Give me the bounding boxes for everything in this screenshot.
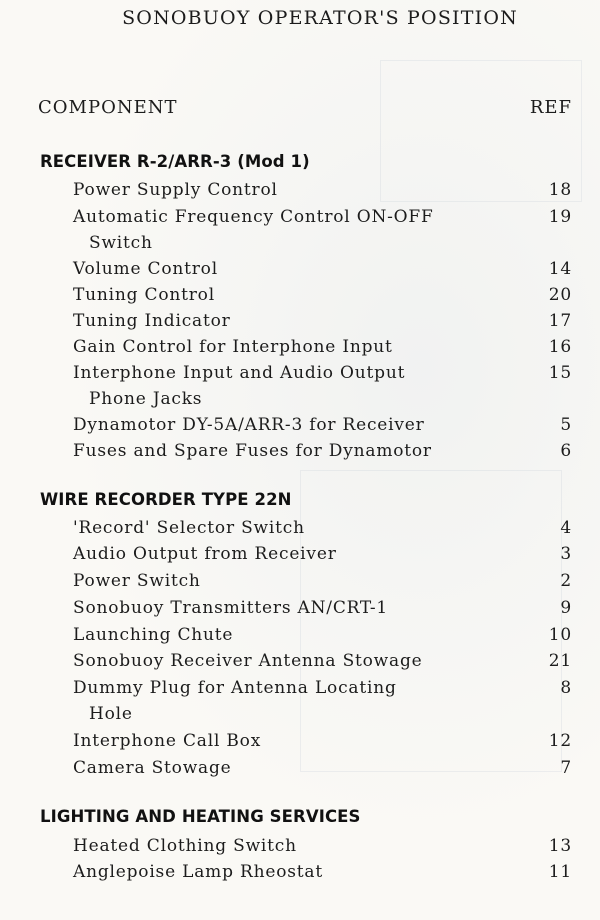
item-label: Interphone Input and Audio Output bbox=[73, 363, 406, 383]
item-ref: 17 bbox=[548, 311, 572, 331]
list-item bbox=[0, 204, 600, 230]
page-title: SONOBUOY OPERATOR'S POSITION bbox=[122, 7, 518, 29]
item-label: Camera Stowage bbox=[73, 758, 232, 778]
item-label: Heated Clothing Switch bbox=[73, 836, 297, 856]
item-label: Launching Chute bbox=[73, 625, 234, 645]
list-item bbox=[0, 755, 600, 781]
item-label: Power Switch bbox=[73, 571, 201, 591]
item-label: Gain Control for Interphone Input bbox=[73, 337, 393, 357]
list-item bbox=[0, 648, 600, 674]
item-ref: 10 bbox=[548, 625, 572, 645]
item-ref: 4 bbox=[560, 518, 572, 538]
item-label: Interphone Call Box bbox=[73, 731, 262, 751]
item-ref: 2 bbox=[560, 571, 572, 591]
item-ref: 3 bbox=[560, 544, 572, 564]
item-ref: 13 bbox=[548, 836, 572, 856]
item-label: Power Supply Control bbox=[73, 180, 278, 200]
item-ref: 8 bbox=[560, 678, 572, 698]
list-item bbox=[0, 595, 600, 621]
column-header-component: COMPONENT bbox=[38, 97, 178, 118]
item-label: Tuning Indicator bbox=[73, 311, 231, 331]
item-label: Audio Output from Receiver bbox=[73, 544, 337, 564]
item-label: Volume Control bbox=[73, 259, 218, 279]
list-item bbox=[0, 568, 600, 594]
item-label: Sonobuoy Transmitters AN/CRT-1 bbox=[73, 598, 389, 618]
item-ref: 6 bbox=[560, 441, 572, 461]
item-ref: 9 bbox=[560, 598, 572, 618]
list-item bbox=[0, 360, 600, 386]
item-ref: 5 bbox=[560, 415, 572, 435]
item-ref: 19 bbox=[548, 207, 572, 227]
section-heading-lighting-heating: LIGHTING AND HEATING SERVICES bbox=[40, 807, 361, 826]
list-item bbox=[0, 256, 600, 282]
list-item bbox=[0, 334, 600, 360]
list-item bbox=[0, 438, 600, 464]
list-item bbox=[0, 412, 600, 438]
list-item-continuation bbox=[0, 701, 600, 727]
section-heading-wire-recorder: WIRE RECORDER TYPE 22N bbox=[40, 490, 292, 509]
list-item bbox=[0, 541, 600, 567]
item-label: Sonobuoy Receiver Antenna Stowage bbox=[73, 651, 423, 671]
list-item bbox=[0, 515, 600, 541]
list-item bbox=[0, 622, 600, 648]
list-item bbox=[0, 675, 600, 701]
list-item bbox=[0, 833, 600, 859]
item-label-continuation: Hole bbox=[89, 704, 133, 724]
list-item-continuation bbox=[0, 230, 600, 256]
item-label: Tuning Control bbox=[73, 285, 215, 305]
item-ref: 14 bbox=[548, 259, 572, 279]
item-label: Dummy Plug for Antenna Locating bbox=[73, 678, 397, 698]
list-item bbox=[0, 728, 600, 754]
list-item-continuation bbox=[0, 386, 600, 412]
item-ref: 20 bbox=[548, 285, 572, 305]
item-ref: 7 bbox=[560, 758, 572, 778]
column-header-ref: REF bbox=[529, 97, 572, 118]
item-label: Anglepoise Lamp Rheostat bbox=[73, 862, 323, 882]
section-heading-receiver: RECEIVER R-2/ARR-3 (Mod 1) bbox=[40, 152, 310, 171]
item-ref: 18 bbox=[548, 180, 572, 200]
item-ref: 21 bbox=[548, 651, 572, 671]
item-label-continuation: Switch bbox=[89, 233, 153, 253]
item-label: Fuses and Spare Fuses for Dynamotor bbox=[73, 441, 432, 461]
item-ref: 16 bbox=[548, 337, 572, 357]
item-ref: 11 bbox=[548, 862, 572, 882]
list-item bbox=[0, 308, 600, 334]
list-item bbox=[0, 859, 600, 885]
item-ref: 15 bbox=[548, 363, 572, 383]
list-item bbox=[0, 177, 600, 203]
item-label: Automatic Frequency Control ON-OFF bbox=[73, 207, 434, 227]
item-ref: 12 bbox=[548, 731, 572, 751]
item-label: 'Record' Selector Switch bbox=[73, 518, 305, 538]
list-item bbox=[0, 282, 600, 308]
item-label-continuation: Phone Jacks bbox=[89, 389, 203, 409]
item-label: Dynamotor DY-5A/ARR-3 for Receiver bbox=[73, 415, 425, 435]
